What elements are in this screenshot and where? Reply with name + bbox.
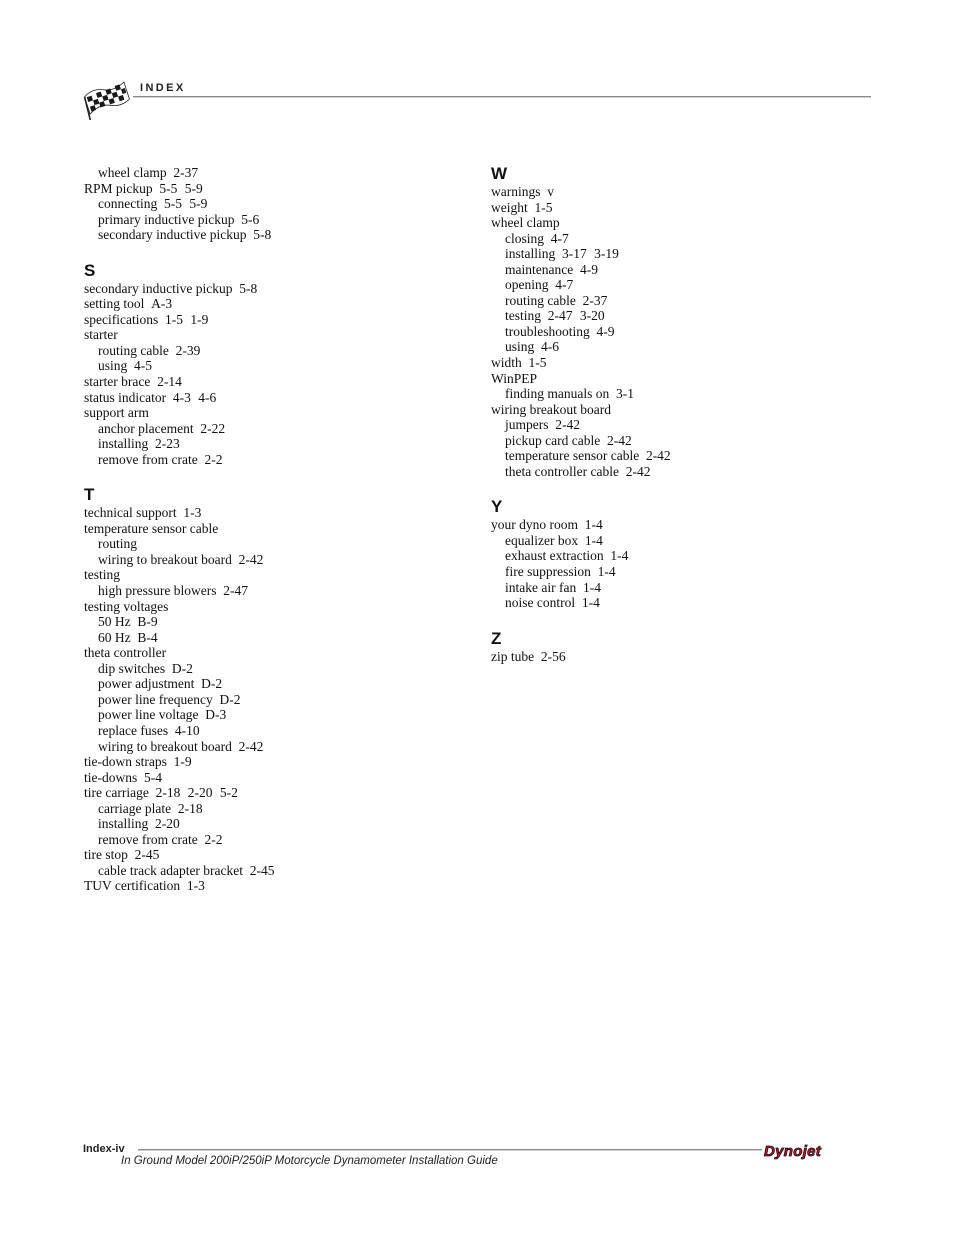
- entry-page-refs: 2-45: [249, 862, 275, 878]
- entry-page-refs: 2-23: [155, 436, 180, 452]
- index-subentry: [491, 417, 871, 433]
- index-subentry: [491, 595, 871, 611]
- index-subentry: [491, 533, 871, 549]
- entry-term: closing: [505, 230, 544, 246]
- entry-term: secondary inductive pickup: [98, 227, 247, 243]
- entry-term: cable track adapter bracket: [98, 862, 244, 878]
- entry-term: RPM pickup: [84, 180, 153, 196]
- entry-term: routing cable: [505, 292, 576, 308]
- entry-term: exhaust extraction: [505, 548, 604, 564]
- index-entry: [84, 567, 464, 583]
- index-subentry: [84, 832, 464, 848]
- entry-term: zip tube: [491, 648, 535, 664]
- entry-page-refs: 2-42: [645, 448, 671, 464]
- entry-page-refs: 4-9: [596, 323, 615, 339]
- index-section: [84, 165, 464, 243]
- entry-page-refs: 4-9: [579, 261, 598, 277]
- index-section: [84, 486, 464, 894]
- footer-rule: [138, 1149, 762, 1150]
- index-entry: [84, 374, 464, 390]
- page-number-label: Index-iv: [83, 1143, 125, 1155]
- entry-term: finding manuals on: [505, 386, 610, 402]
- index-subentry: [84, 816, 464, 832]
- entry-term: replace fuses: [98, 722, 169, 738]
- entry-term: intake air fan: [505, 579, 577, 595]
- index-subentry: [84, 227, 464, 243]
- index-subentry: [84, 661, 464, 677]
- entry-term: specifications: [84, 311, 159, 327]
- section-letter: S: [84, 260, 96, 280]
- index-entry: [491, 355, 871, 371]
- entry-term: starter brace: [84, 374, 151, 390]
- entry-page-refs: 2-42: [625, 463, 651, 479]
- entry-page-refs: A-3: [151, 296, 173, 312]
- entry-term: installing: [98, 436, 149, 452]
- entry-term: power line frequency: [98, 691, 213, 707]
- entry-page-refs: 1-4: [597, 564, 616, 580]
- entry-term: power adjustment: [98, 676, 195, 692]
- entry-page-refs: 2-37: [582, 292, 608, 308]
- index-subentry: [84, 676, 464, 692]
- entry-page-refs: 5-6: [241, 211, 260, 227]
- entry-page-refs: D-2: [201, 676, 223, 692]
- entry-term: theta controller cable: [505, 463, 619, 479]
- entry-term: power line voltage: [98, 707, 199, 723]
- index-entry: [84, 847, 464, 863]
- index-subentry: [491, 433, 871, 449]
- entry-term: fire suppression: [505, 564, 591, 580]
- index-entry: [84, 770, 464, 786]
- entry-page-refs: 2-22: [200, 420, 226, 436]
- entry-term: installing: [505, 246, 556, 262]
- entry-page-refs: 1-4: [584, 517, 603, 533]
- entry-page-refs: 2-2: [204, 451, 223, 467]
- entry-page-refs: 1-9: [173, 754, 192, 770]
- entry-term: pickup card cable: [505, 432, 601, 448]
- entry-page-refs: 1-3: [186, 878, 205, 894]
- section-letter: W: [491, 164, 508, 183]
- index-entry: [84, 281, 464, 297]
- index-entry: [84, 645, 464, 661]
- index-subentry: [84, 614, 464, 630]
- entry-term: carriage plate: [98, 800, 172, 816]
- entry-page-refs: 5-5 5-9: [159, 180, 203, 196]
- index-entry: [84, 785, 464, 801]
- index-subentry: [491, 464, 871, 480]
- entry-page-refs: 2-47 3-20: [547, 308, 605, 324]
- entry-page-refs: 1-4: [610, 548, 629, 564]
- entry-term: anchor placement: [98, 420, 194, 436]
- entry-term: temperature sensor cable: [84, 520, 219, 536]
- entry-term: testing voltages: [84, 598, 169, 614]
- entry-page-refs: 2-14: [157, 374, 182, 390]
- entry-term: tie-down straps: [84, 754, 167, 770]
- entry-page-refs: 2-42: [606, 432, 632, 448]
- entry-page-refs: 4-10: [174, 722, 200, 738]
- entry-term: noise control: [505, 595, 576, 611]
- entry-term: WinPEP: [491, 370, 537, 386]
- entry-term: your dyno room: [491, 517, 578, 533]
- entry-term: weight: [491, 199, 528, 215]
- entry-term: equalizer box: [505, 532, 579, 548]
- entry-page-refs: 5-8: [253, 227, 272, 243]
- entry-term: testing: [84, 567, 120, 583]
- index-subentry: [84, 707, 464, 723]
- entry-term: status indicator: [84, 389, 167, 405]
- entry-term: using: [505, 339, 535, 355]
- entry-page-refs: 2-56: [540, 648, 566, 664]
- index-subentry: [84, 421, 464, 437]
- entry-term: theta controller: [84, 645, 167, 661]
- entry-term: technical support: [84, 505, 177, 521]
- entry-page-refs: D-3: [205, 707, 227, 723]
- index-entry: [84, 312, 464, 328]
- entry-page-refs: 1-5: [534, 199, 553, 215]
- entry-term: maintenance: [505, 261, 574, 277]
- entry-term: width: [491, 355, 522, 371]
- entry-page-refs: 2-18 2-20 5-2: [155, 785, 238, 801]
- entry-term: support arm: [84, 405, 149, 421]
- index-subentry: [491, 231, 871, 247]
- index-column-left: [84, 165, 464, 894]
- entry-page-refs: 3-1: [616, 386, 634, 402]
- entry-page-refs: 1-5: [528, 355, 547, 371]
- entry-term: using: [98, 358, 128, 374]
- index-entry: [84, 599, 464, 615]
- index-subentry: [84, 536, 464, 552]
- index-subentry: [491, 386, 871, 402]
- dynojet-logo: [762, 1142, 866, 1160]
- entry-term: tire stop: [84, 847, 128, 863]
- entry-page-refs: 4-5: [134, 358, 153, 374]
- index-subentry: [491, 339, 871, 355]
- entry-term: 50 Hz: [98, 614, 131, 630]
- running-header-title: INDEX: [140, 82, 186, 94]
- entry-page-refs: 1-4: [582, 579, 601, 595]
- section-letter: Z: [491, 628, 502, 648]
- guide-title: In Ground Model 200iP/250iP Motorcycle Dynamometer Installation Guide: [121, 1155, 498, 1167]
- entry-term: warnings: [491, 184, 541, 199]
- index-subentry: [84, 212, 464, 228]
- index-subentry: [84, 583, 464, 599]
- entry-term: tie-downs: [84, 769, 138, 785]
- entry-term: wheel clamp: [98, 165, 167, 180]
- index-entry: [491, 200, 871, 216]
- index-subentry: [84, 552, 464, 568]
- entry-page-refs: 2-2: [204, 831, 223, 847]
- index-subentry: [491, 262, 871, 278]
- index-subentry: [84, 343, 464, 359]
- entry-page-refs: 2-37: [173, 165, 199, 180]
- section-letter: Y: [491, 497, 503, 517]
- entry-page-refs: D-2: [171, 660, 193, 676]
- entry-page-refs: 2-45: [134, 847, 160, 863]
- entry-term: TUV certification: [84, 878, 181, 894]
- entry-page-refs: 5-4: [144, 769, 162, 785]
- index-subentry: [491, 277, 871, 293]
- entry-page-refs: B-4: [137, 629, 158, 645]
- entry-page-refs: 2-47: [223, 583, 248, 599]
- entry-term: wiring to breakout board: [98, 738, 232, 754]
- entry-page-refs: 5-8: [239, 280, 258, 296]
- entry-term: wiring breakout board: [491, 401, 611, 417]
- entry-page-refs: 2-42: [555, 417, 580, 433]
- entry-term: troubleshooting: [505, 323, 590, 339]
- header-rule: [133, 96, 871, 97]
- index-subentry: [491, 580, 871, 596]
- index-entry: [491, 184, 871, 200]
- entry-term: wiring to breakout board: [98, 551, 232, 567]
- index-subentry: [491, 293, 871, 309]
- entry-page-refs: 1-3: [183, 505, 202, 521]
- entry-page-refs: 4-3 4-6: [172, 389, 217, 405]
- entry-page-refs: 3-17 3-19: [562, 246, 619, 262]
- index-subentry: [84, 692, 464, 708]
- index-entry: [84, 296, 464, 312]
- entry-page-refs: v: [547, 184, 554, 199]
- entry-page-refs: B-9: [137, 614, 158, 630]
- entry-term: remove from crate: [98, 451, 198, 467]
- entry-term: setting tool: [84, 296, 145, 312]
- entry-page-refs: 2-20: [155, 816, 180, 832]
- entry-term: temperature sensor cable: [505, 448, 640, 464]
- checkered-flag-icon: [82, 76, 132, 120]
- index-subentry: [84, 452, 464, 468]
- entry-page-refs: 4-7: [550, 230, 569, 246]
- dynojet-logo-text: Dynojet: [764, 1143, 822, 1160]
- index-entry: [491, 517, 871, 533]
- index-subentry: [84, 630, 464, 646]
- entry-term: installing: [98, 816, 149, 832]
- index-entry: [491, 371, 871, 387]
- index-subentry: [84, 436, 464, 452]
- index-entry: [84, 327, 464, 343]
- index-subentry: [84, 165, 464, 181]
- index-subentry: [491, 246, 871, 262]
- index-entry: [84, 405, 464, 421]
- entry-page-refs: 5-5 5-9: [163, 196, 208, 212]
- entry-page-refs: 1-4: [581, 595, 600, 611]
- index-subentry: [491, 548, 871, 564]
- entry-term: connecting: [98, 196, 158, 212]
- entry-term: tire carriage: [84, 785, 149, 801]
- entry-page-refs: 2-18: [177, 800, 203, 816]
- section-letter: T: [84, 485, 95, 505]
- entry-term: secondary inductive pickup: [84, 280, 233, 296]
- index-entry: [491, 215, 871, 231]
- entry-term: routing cable: [98, 342, 169, 358]
- index-subentry: [491, 564, 871, 580]
- index-entry: [84, 181, 464, 197]
- index-entry: [84, 505, 464, 521]
- entry-term: dip switches: [98, 660, 166, 676]
- entry-term: 60 Hz: [98, 629, 131, 645]
- index-entry: [84, 878, 464, 894]
- entry-page-refs: 2-39: [175, 342, 201, 358]
- entry-term: starter: [84, 327, 118, 343]
- entry-term: primary inductive pickup: [98, 211, 235, 227]
- index-subentry: [84, 358, 464, 374]
- entry-term: wheel clamp: [491, 215, 560, 231]
- index-entry: [84, 521, 464, 537]
- entry-page-refs: 4-7: [555, 277, 574, 293]
- entry-page-refs: 4-6: [541, 339, 560, 355]
- entry-page-refs: 1-4: [584, 532, 603, 548]
- entry-term: remove from crate: [98, 831, 198, 847]
- index-subentry: [84, 196, 464, 212]
- entry-term: routing: [98, 536, 137, 552]
- index-column-right: [491, 165, 871, 664]
- index-subentry: [84, 739, 464, 755]
- index-entry: [491, 649, 871, 665]
- entry-page-refs: 2-42: [238, 551, 264, 567]
- index-subentry: [491, 324, 871, 340]
- entry-term: testing: [505, 308, 541, 324]
- index-entry: [84, 390, 464, 406]
- index-subentry: [84, 863, 464, 879]
- index-section: [84, 262, 464, 468]
- index-section: [491, 498, 871, 610]
- index-entry: [84, 754, 464, 770]
- entry-term: opening: [505, 277, 549, 293]
- index-subentry: [84, 801, 464, 817]
- index-subentry: [84, 723, 464, 739]
- entry-term: jumpers: [505, 417, 549, 433]
- index-subentry: [491, 448, 871, 464]
- entry-term: high pressure blowers: [98, 583, 217, 599]
- index-entry: [491, 402, 871, 418]
- entry-page-refs: D-2: [219, 691, 241, 707]
- entry-page-refs: 2-42: [238, 738, 264, 754]
- index-section: [491, 165, 871, 479]
- index-subentry: [491, 308, 871, 324]
- index-section: [491, 630, 871, 665]
- entry-page-refs: 1-5 1-9: [164, 311, 209, 327]
